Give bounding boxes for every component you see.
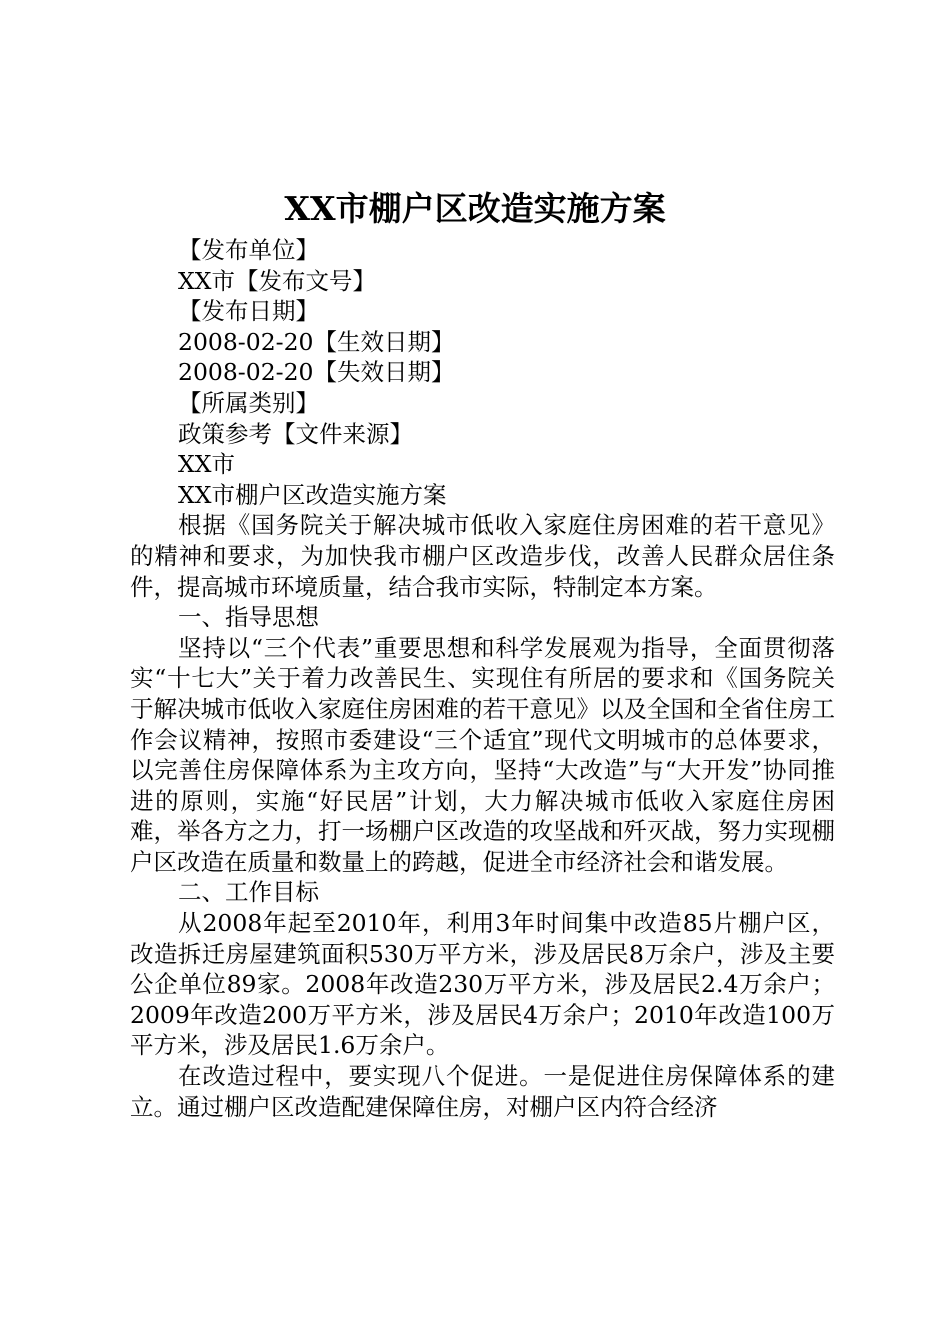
meta-line-source: 政策参考【文件来源】 [178,419,413,448]
intro-paragraph: 根据《国务院关于解决城市低收入家庭住房困难的若干意见》的精神和要求，为加快我市棚户区改造步伐，改善人民群众居住条件，提高城市环境质量，结合我市实际，特制定本方案。 [130,511,835,601]
section-heading-goals: 二、工作目标 [178,878,319,907]
meta-line-doc-number: XX市【发布文号】 [178,266,376,295]
meta-line-category: 【所属类别】 [178,388,319,417]
section-paragraph-guiding: 坚持以“三个代表”重要思想和科学发展观为指导，全面贯彻落实“十七大”关于着力改善民生、实现住有所居的要求和《国务院关于解决城市低收入家庭住房困难的若干意见》以及全国和全省住房工作会议精神，按照市委建设“三个适宜”现代文明城市的总体要求，以完善住房保障体系为主攻方向，坚持“大改造”与“大开发”协同推进的原则，实施“好民居”计划，大力解决城市低收入家庭住房困难，举各方之力，打一场棚户区改造的攻坚战和歼灭战，努力实现棚户区改造在质量和数量上的跨越，促进全市经济社会和谐发展。 [130,633,835,876]
meta-line-effective-date: 2008-02-20【生效日期】 [178,327,455,356]
meta-line-publish-date: 【发布日期】 [178,297,319,326]
meta-line-city: XX市 [178,450,235,479]
section-heading-guiding: 一、指导思想 [178,603,319,632]
section-paragraph-goals: 从2008年起至2010年，利用3年时间集中改造85片棚户区，改造拆迁房屋建筑面积530万平方米，涉及居民8万余户，涉及主要公企单位89家。2008年改造230万平方米，涉及居民2.4万余户；2009年改造200万平方米，涉及居民4万余户；2010年改造100万平方米，涉及居民1.6万余户。 [130,909,835,1060]
document-title: XX市棚户区改造实施方案 [284,189,666,228]
meta-line-publisher: 【发布单位】 [178,236,319,264]
meta-line-expiry-date: 2008-02-20【失效日期】 [178,358,455,387]
section-paragraph-promotions: 在改造过程中，要实现八个促进。一是促进住房保障体系的建立。通过棚户区改造配建保障住房，对棚户区内符合经济 [130,1062,835,1121]
document-body [130,235,835,1122]
meta-line-doc-name: XX市棚户区改造实施方案 [178,480,447,509]
